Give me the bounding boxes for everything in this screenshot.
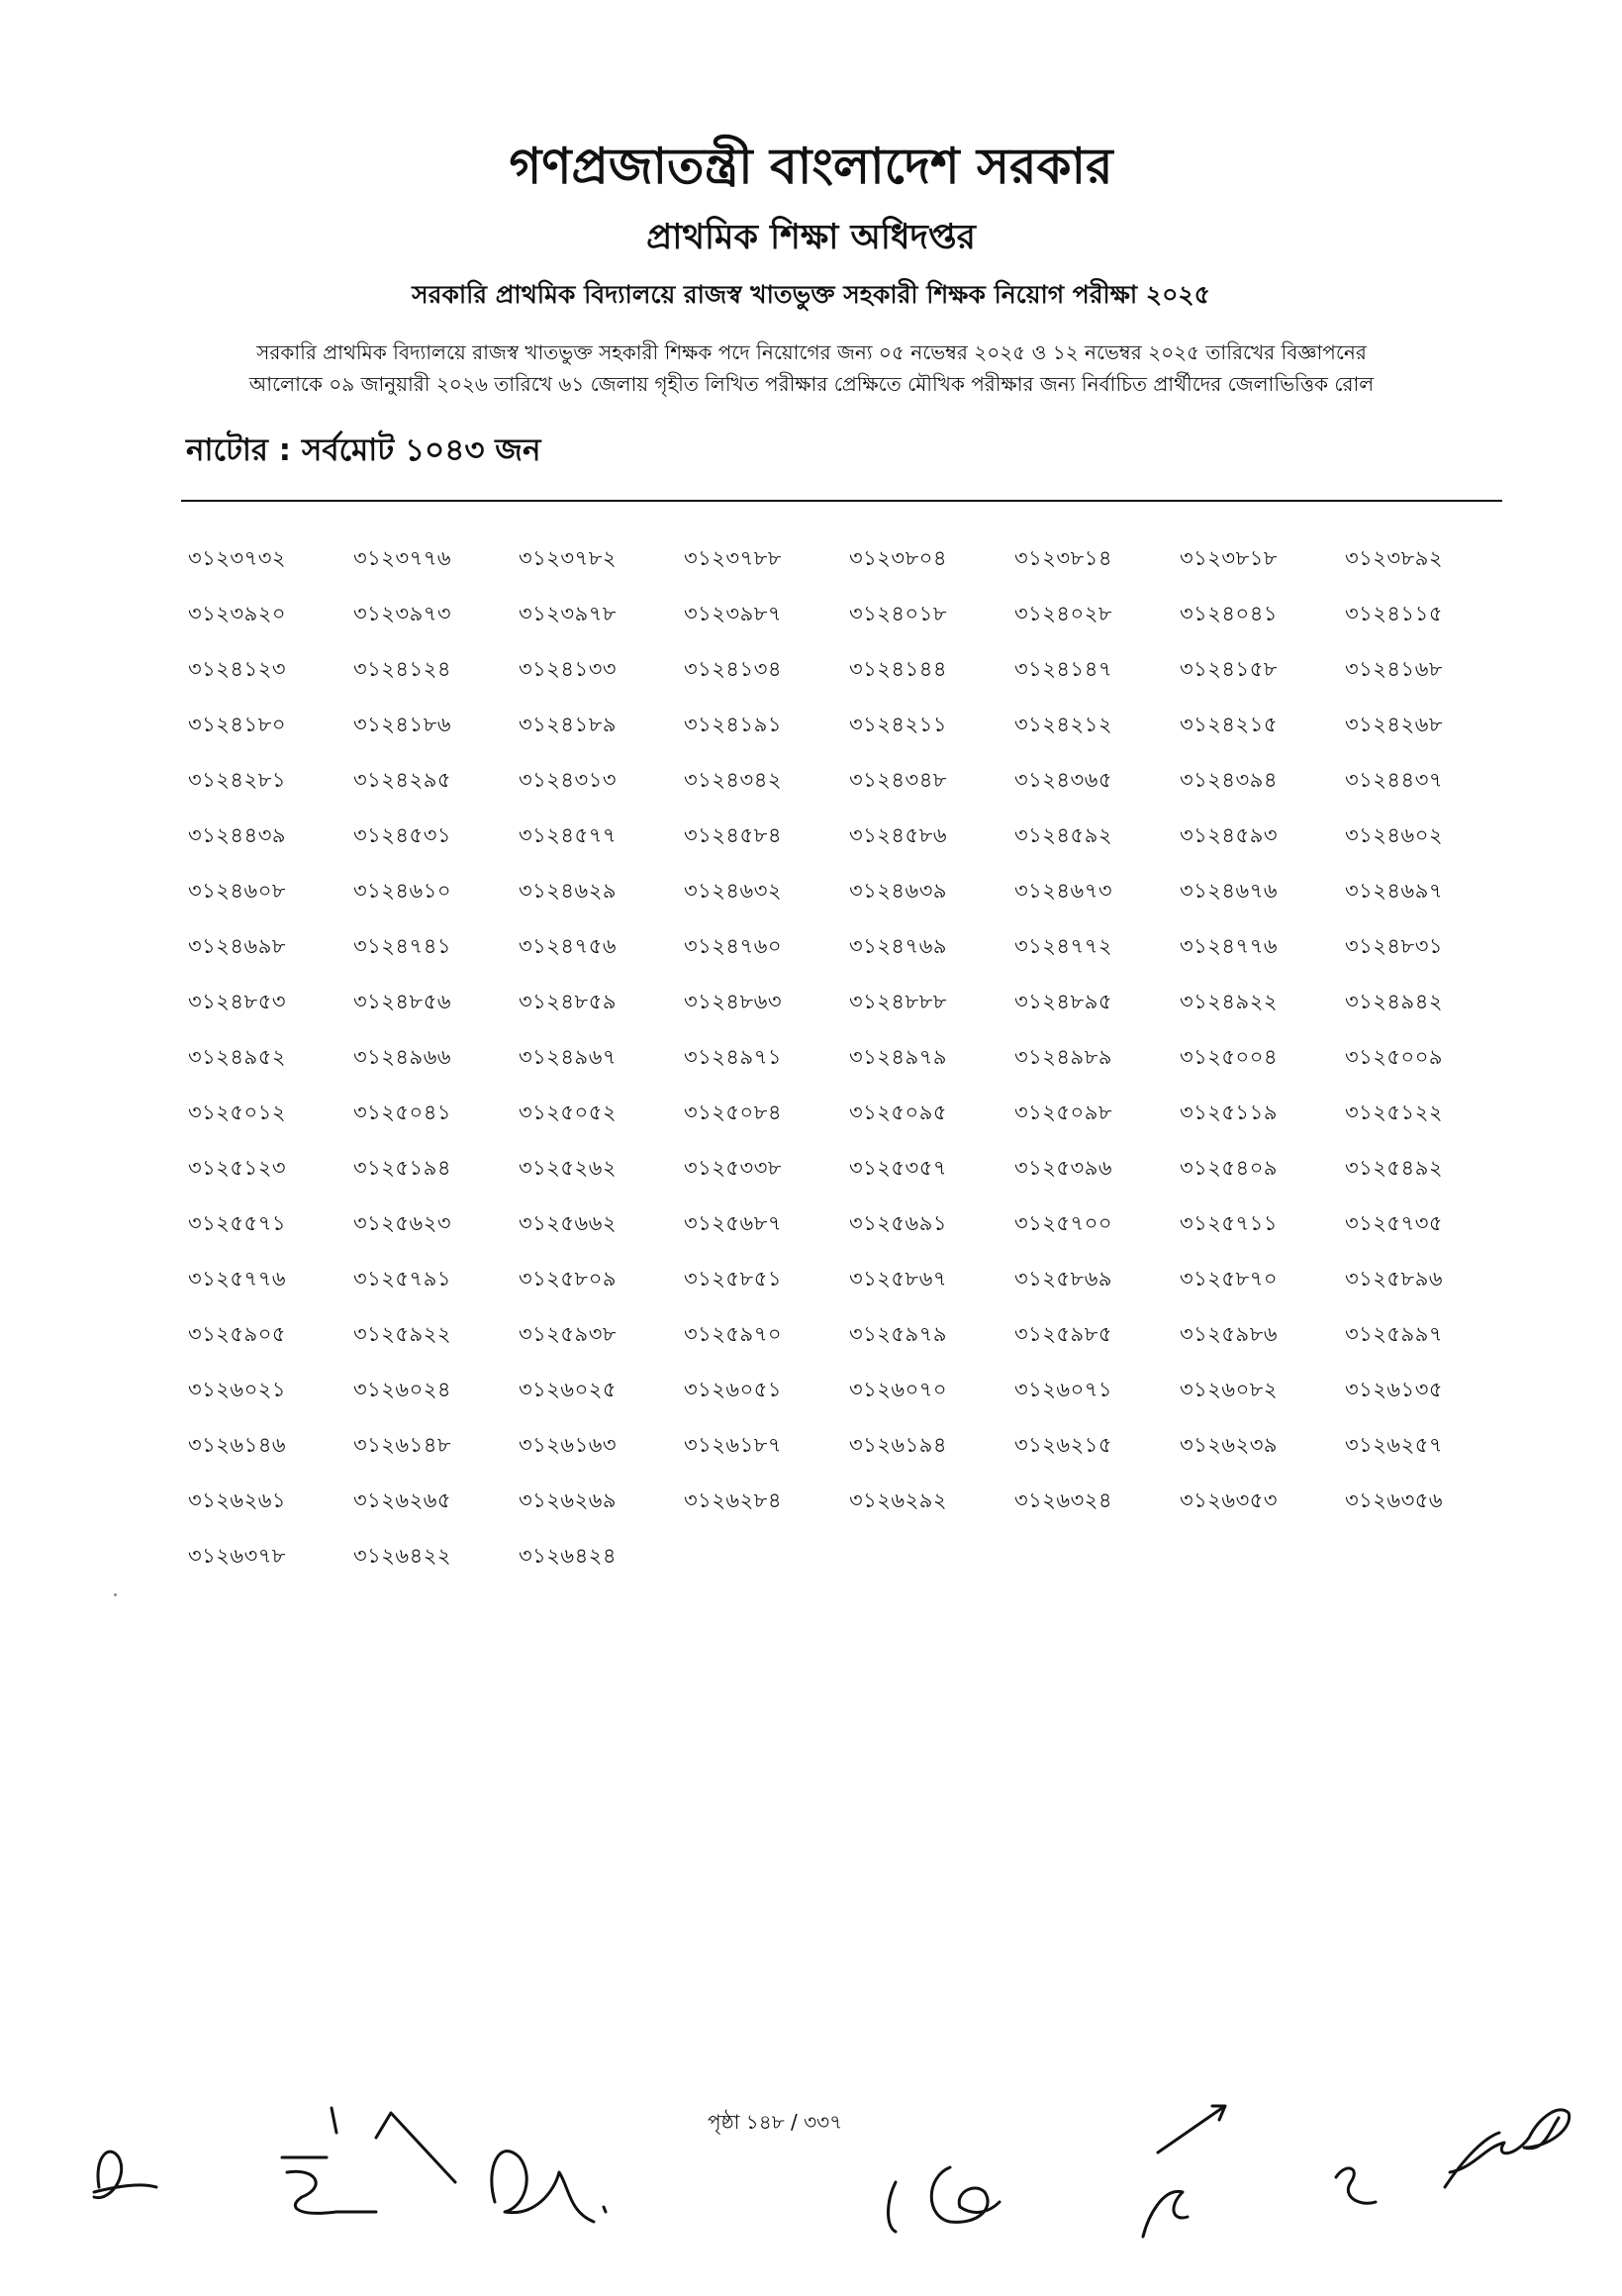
roll-number: ৩১২৪৪৩৯ [188,823,286,847]
signature-4 [492,2152,606,2222]
roll-number: ৩১২৫০০৯ [1345,1045,1443,1069]
roll-number: ৩১২৬১৪৬ [188,1433,286,1457]
roll-number: ৩১২৬০৮২ [1180,1378,1279,1401]
roll-number: ৩১২৪৭৭৬ [1180,934,1279,958]
roll-number: ৩১২৪১২৩ [188,657,286,681]
roll-number: ৩১২৫৮৬৭ [849,1267,947,1291]
roll-number: ৩১২৫২৬২ [519,1156,618,1180]
roll-number: ৩১২৫০১২ [188,1100,286,1124]
roll-number: ৩১২৪৫৮৬ [849,823,947,847]
roll-number: ৩১২৪৬৯৮ [188,934,286,958]
roll-number: ৩১২৪৩১৩ [519,768,617,792]
roll-number: ৩১২৬২৬৫ [353,1488,452,1512]
roll-number: ৩১২৪৫৭৭ [519,823,617,847]
roll-number: ৩১২৬১৮৭ [684,1433,782,1457]
roll-number: ৩১২৫১১৯ [1180,1100,1278,1124]
roll-number: ৩১২৪৬০৮ [188,879,286,903]
signature-9 [1445,2110,1570,2187]
roll-number: ৩১২৫০৮৪ [684,1100,782,1124]
notice-description [168,336,1455,400]
roll-number: ৩১২৪১৩৩ [519,657,617,681]
roll-number: ৩১২৫৭৯১ [353,1267,451,1291]
roll-number: ৩১২৪৮৮৮ [849,990,947,1013]
roll-number: ৩১২৬০৭০ [849,1378,948,1401]
roll-number: ৩১২৪৬৭৬ [1180,879,1279,903]
roll-number: ৩১২৬৪২২ [353,1544,452,1568]
description-line-2: আলোকে ০৯ জানুয়ারী ২০২৬ তারিখে ৬১ জেলায় গৃহীত লিখিত পরীক্ষার প্রেক্ষিতে মৌখিক পরীক্ষার জন্য নির্বাচিত প্রার্থীদের জেলাভিত্তিক রোল [248,372,1375,396]
roll-number: ৩১২৪৭৭২ [1014,934,1113,958]
signature-2 [282,2108,376,2213]
roll-number: ৩১২৫৮৭০ [1180,1267,1278,1291]
roll-number: ৩১২৪৮৯৫ [1014,990,1112,1013]
roll-number: ৩১২৪৯৭৯ [849,1045,947,1069]
roll-number: ৩১২৫৫৭১ [188,1211,286,1235]
district-heading: নাটোর : সর্বমোট ১০৪৩ জন [186,432,541,468]
roll-number: ৩১২৪৮৫৯ [519,990,617,1013]
roll-number: ৩১২৩৮৯২ [1345,546,1443,570]
roll-number: ৩১২৫৩৯৬ [1014,1156,1112,1180]
roll-number: ৩১২৪০৪১ [1180,602,1278,625]
roll-number: ৩১২৬০২৫ [519,1378,618,1401]
roll-number: ৩১২৪১৪৪ [849,657,947,681]
exam-title: সরকারি প্রাথমিক বিদ্যালয়ে রাজস্ব খাতভুক্ত সহকারী শিক্ষক নিয়োগ পরীক্ষা ২০২৫ [412,280,1210,309]
roll-number: ৩১২৪৮৬৩ [684,990,782,1013]
roll-number: ৩১২৩৯৭৮ [519,602,617,625]
page-number: পৃষ্ঠা ১৪৮ / ৩৩৭ [708,2110,843,2134]
roll-number: ৩১২৫৯৮৬ [1180,1322,1278,1346]
roll-number: ৩১২৬১৯৪ [849,1433,947,1457]
roll-number: ৩১২৫৯৮৫ [1014,1322,1112,1346]
roll-number: ৩১২৬২৮৪ [684,1488,782,1512]
roll-number: ৩১২৫৮৫১ [684,1267,782,1291]
roll-number: ৩১২৬০৫১ [684,1378,782,1401]
roll-number: ৩১২৬৩৭৮ [188,1544,287,1568]
roll-number: ৩১২৪৩৯৪ [1180,768,1278,792]
signature-8 [1336,2168,1376,2203]
roll-number: ৩১২৫৭৭৬ [188,1267,287,1291]
roll-number: ৩১২৪৯৫২ [188,1045,286,1069]
roll-number: ৩১২৫১৯৪ [353,1156,451,1180]
roll-number: ৩১২৩৭৭৬ [353,546,452,570]
roll-number: ৩১২৫০০৪ [1180,1045,1278,1069]
roll-number: ৩১২৫৯৩৮ [519,1322,617,1346]
roll-number: ৩১২৬২৩৯ [1180,1433,1279,1457]
roll-number: ৩১২৩৭৮৮ [684,546,782,570]
roll-number: ৩১২৪৯৭১ [684,1045,782,1069]
roll-number: ৩১২৪৬০২ [1345,823,1444,847]
roll-number: ৩১২৫৯৭০ [684,1322,782,1346]
signature-5 [889,2182,897,2232]
roll-number: ৩১২৫৯৭৯ [849,1322,947,1346]
roll-number: ৩১২৪১১৫ [1345,602,1443,625]
roll-number: ৩১২৪১৯১ [684,713,782,736]
roll-number: ৩১২৪০১৮ [849,602,947,625]
roll-number: ৩১২৪১৫৮ [1180,657,1278,681]
roll-number: ৩১২৪৫৯৩ [1180,823,1278,847]
roll-number: ৩১২৪৯৬৭ [519,1045,617,1069]
roll-number: ৩১২৪১৮৬ [353,713,451,736]
roll-number: ৩১২৩৭৮২ [519,546,618,570]
roll-number: ৩১২৩৮১৪ [1014,546,1112,570]
roll-number: ৩১২৫৭১১ [1180,1211,1278,1235]
roll-number: ৩১২৬১৬৩ [519,1433,618,1457]
roll-number-grid [188,530,1514,1583]
roll-number: ৩১২৫০৪১ [353,1100,451,1124]
roll-number: ৩১২৪৫৯২ [1014,823,1112,847]
roll-number: ৩১২৬০৭১ [1014,1378,1113,1401]
roll-number: ৩১২৬০২১ [188,1378,287,1401]
roll-number: ৩১২৫৬৮৭ [684,1211,782,1235]
roll-number: ৩১২৪১২৪ [353,657,451,681]
roll-number: ৩১২৪৬১০ [353,879,451,903]
roll-number: ৩১২৪৩৪২ [684,768,782,792]
roll-number: ৩১২৪৯২২ [1180,990,1278,1013]
roll-number: ৩১২৫১২৩ [188,1156,286,1180]
roll-number: ৩১২৪৭৫৬ [519,934,617,958]
signatures [0,2019,1622,2276]
scan-speck [114,1593,117,1596]
roll-number: ৩১২৪৯৪২ [1345,990,1443,1013]
roll-number: ৩১২৪৮৫৩ [188,990,286,1013]
roll-number: ৩১২৩৯২০ [188,602,287,625]
roll-number: ৩১২৪২১২ [1014,713,1112,736]
roll-number: ৩১২৬৩২৪ [1014,1488,1113,1512]
roll-number: ৩১২৪২১৫ [1180,713,1278,736]
roll-number: ৩১২৪১৪৭ [1014,657,1112,681]
roll-number: ৩১২৫০৯৮ [1014,1100,1112,1124]
roll-number: ৩১২৫৪০৯ [1180,1156,1278,1180]
roll-number: ৩১২৬১৪৮ [353,1433,451,1457]
roll-number: ৩১২৫৮৬৯ [1014,1267,1112,1291]
roll-number: ৩১২৬২৫৭ [1345,1433,1444,1457]
roll-number: ৩১২৫৭০০ [1014,1211,1113,1235]
roll-number: ৩১২৪০২৮ [1014,602,1112,625]
signature-1 [94,2152,156,2198]
roll-number: ৩১২৪৭৬৯ [849,934,947,958]
roll-number: ৩১২৩৯৭৩ [353,602,452,625]
description-line-1: সরকারি প্রাথমিক বিদ্যালয়ে রাজস্ব খাতভুক্ত সহকারী শিক্ষক পদে নিয়োগের জন্য ০৫ নভেম্বর ২০২৫ ও ১২ নভেম্বর ২০২৫ তারিখের বিজ্ঞাপনের [256,340,1367,364]
roll-number: ৩১২৪৬৭৩ [1014,879,1113,903]
roll-number: ৩১২৪১৬৮ [1345,657,1443,681]
roll-number: ৩১২৪১৮০ [188,713,286,736]
roll-number: ৩১২৪২১১ [849,713,947,736]
roll-number: ৩১২৪৪৩৭ [1345,768,1443,792]
roll-number: ৩১২৬২৯২ [849,1488,948,1512]
roll-number: ৩১২৫৬৯১ [849,1211,947,1235]
roll-number: ৩১২৪৬৩২ [684,879,783,903]
roll-number: ৩১২৫৬২৩ [353,1211,452,1235]
roll-number: ৩১২৪৫৮৪ [684,823,782,847]
signature-6 [931,2167,1000,2222]
roll-number: ৩১২৫৬৬২ [519,1211,618,1235]
roll-number: ৩১২৪৩৪৮ [849,768,947,792]
roll-number: ৩১২৬৩৫৩ [1180,1488,1279,1512]
roll-number: ৩১২৪২৮১ [188,768,286,792]
roll-number: ৩১২৬৩৫৬ [1345,1488,1444,1512]
roll-number: ৩১২৫০৯৫ [849,1100,947,1124]
roll-number: ৩১২৫৪৯২ [1345,1156,1443,1180]
roll-number: ৩১২৪৮৩১ [1345,934,1443,958]
roll-number: ৩১২৪৭৬০ [684,934,783,958]
roll-number: ৩১২৫৯০৫ [188,1322,286,1346]
roll-number: ৩১২৩৮০৪ [849,546,947,570]
roll-number: ৩১২৪৬৩৯ [849,879,947,903]
signature-7 [1143,2106,1225,2237]
roll-number: ৩১২৫৯৯৭ [1345,1322,1443,1346]
roll-number: ৩১২৩৮১৮ [1180,546,1278,570]
roll-number: ৩১২৫৩৫৭ [849,1156,947,1180]
roll-number: ৩১২৪৫৩১ [353,823,451,847]
roll-number: ৩১২৫৯২২ [353,1322,451,1346]
roll-number: ৩১২৬২৬১ [188,1488,287,1512]
roll-number: ৩১২৬২১৫ [1014,1433,1112,1457]
roll-number: ৩১২৬১৩৫ [1345,1378,1443,1401]
roll-number: ৩১২৪৬২৯ [519,879,617,903]
roll-number: ৩১২৪৯৬৬ [353,1045,451,1069]
roll-number: ৩১২৫৮৯৬ [1345,1267,1443,1291]
roll-number: ৩১২৫৮০৯ [519,1267,617,1291]
roll-number: ৩১২৪১৮৯ [519,713,617,736]
roll-number: ৩১২৪৮৫৬ [353,990,451,1013]
heading-divider [181,500,1502,502]
roll-number: ৩১২৬০২৪ [353,1378,452,1401]
roll-number: ৩১২৩৯৮৭ [684,602,782,625]
roll-number: ৩১২৫৭৩৫ [1345,1211,1443,1235]
roll-number: ৩১২৪২৯৫ [353,768,451,792]
roll-number: ৩১২৪৭৪১ [353,934,451,958]
roll-number: ৩১২৪৯৮৯ [1014,1045,1112,1069]
roll-number: ৩১২৬২৬৯ [519,1488,618,1512]
roll-number: ৩১২৪৬৯৭ [1345,879,1443,903]
roll-number: ৩১২৪২৬৮ [1345,713,1443,736]
roll-number: ৩১২৪৩৬৫ [1014,768,1112,792]
directorate-title: প্রাথমিক শিক্ষা অধিদপ্তর [646,218,976,257]
roll-number: ৩১২৬৪২৪ [519,1544,617,1568]
roll-number: ৩১২৩৭৩২ [188,546,287,570]
government-title: গণপ্রজাতন্ত্রী বাংলাদেশ সরকার [509,138,1113,195]
roll-number: ৩১২৪১৩৪ [684,657,782,681]
roll-number: ৩১২৫০৫২ [519,1100,617,1124]
roll-number: ৩১২৫৩৩৮ [684,1156,782,1180]
roll-number: ৩১২৫১২২ [1345,1100,1443,1124]
signature-3 [376,2113,455,2182]
